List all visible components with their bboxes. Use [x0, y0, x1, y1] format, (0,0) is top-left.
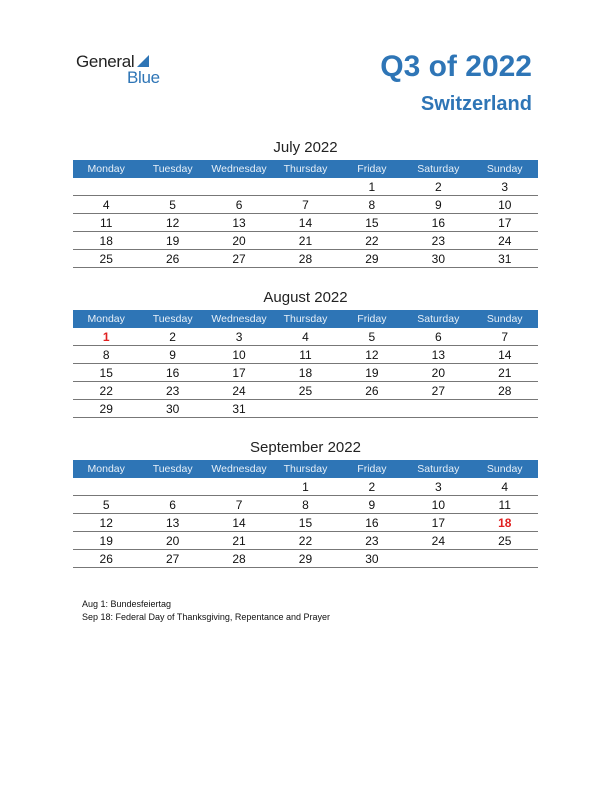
day-cell: 23 [431, 234, 445, 248]
day-cell: 27 [165, 552, 180, 566]
day-cell: 12 [165, 216, 180, 230]
day-cell: 31 [232, 402, 246, 416]
day-cell: 11 [498, 498, 511, 512]
logo-word-general: General [76, 52, 135, 71]
day-cell: 28 [232, 552, 246, 566]
month-title: July 2022 [273, 139, 338, 156]
day-cell: 22 [298, 534, 313, 548]
holiday-day-cell: 18 [498, 516, 512, 530]
day-cell: 19 [99, 534, 113, 548]
day-cell: 30 [365, 552, 379, 566]
day-cell: 12 [99, 516, 113, 530]
empty-day-cell [206, 478, 272, 495]
day-cell: 17 [232, 366, 246, 380]
day-cell: 5 [169, 198, 176, 212]
day-cell: 16 [431, 216, 445, 230]
day-cell: 27 [232, 252, 246, 266]
day-cell: 30 [431, 252, 445, 266]
day-cell: 1 [368, 180, 376, 194]
day-cell: 8 [368, 198, 376, 212]
day-cell: 28 [498, 384, 512, 398]
weekday-label: Wednesday [211, 313, 267, 325]
month-weeks [73, 178, 538, 268]
week-row [73, 232, 538, 250]
day-cell: 7 [501, 330, 509, 344]
weekday-header [73, 160, 538, 178]
day-cell: 27 [431, 384, 445, 398]
day-cell: 6 [434, 330, 442, 344]
weekday-label: Saturday [417, 313, 460, 325]
weekday-header [73, 310, 538, 328]
day-cell: 2 [368, 480, 376, 494]
month-title: August 2022 [263, 289, 348, 306]
day-cell: 29 [365, 252, 379, 266]
week-row [73, 514, 538, 532]
empty-day-cell [139, 178, 205, 195]
day-cell: 2 [169, 330, 176, 344]
week-row [73, 382, 538, 400]
weekday-label: Wednesday [211, 463, 267, 475]
weekday-label: Sunday [486, 163, 523, 175]
day-cell: 10 [232, 348, 246, 362]
day-cell: 4 [102, 198, 110, 212]
day-cell: 19 [365, 366, 379, 380]
weekday-label: Saturday [417, 463, 460, 475]
week-row [73, 178, 538, 196]
weekday-label: Monday [87, 313, 125, 325]
day-cell: 18 [298, 366, 313, 380]
weekday-label: Monday [87, 163, 125, 175]
day-cell: 23 [165, 384, 180, 398]
day-cell: 22 [99, 384, 113, 398]
day-cell: 17 [431, 516, 445, 530]
weekday-label: Thursday [283, 163, 328, 175]
empty-day-cell [339, 400, 405, 417]
day-cell: 9 [434, 198, 442, 212]
week-row [73, 346, 538, 364]
day-cell: 31 [498, 252, 512, 266]
day-cell: 20 [431, 366, 445, 380]
day-cell: 14 [232, 516, 246, 530]
day-cell: 9 [368, 498, 376, 512]
day-cell: 25 [498, 534, 512, 548]
day-cell: 1 [302, 480, 309, 494]
day-cell: 8 [102, 348, 110, 362]
country-title: Switzerland [420, 93, 532, 115]
day-cell: 20 [165, 534, 180, 548]
day-cell: 26 [365, 384, 379, 398]
logo-word-blue: Blue [127, 68, 160, 87]
empty-day-cell [472, 550, 538, 567]
day-cell: 26 [165, 252, 180, 266]
day-cell: 7 [302, 198, 309, 212]
weekday-label: Tuesday [152, 313, 193, 325]
day-cell: 4 [302, 330, 309, 344]
day-cell: 14 [498, 348, 512, 362]
week-row [73, 496, 538, 514]
logo-triangle-icon [135, 53, 151, 69]
empty-day-cell [405, 550, 471, 567]
day-cell: 3 [434, 480, 442, 494]
month-calendar-august [73, 288, 538, 418]
week-row [73, 478, 538, 496]
weekday-label: Friday [357, 463, 387, 475]
empty-day-cell [206, 178, 272, 195]
day-cell: 29 [99, 402, 113, 416]
day-cell: 11 [99, 216, 113, 230]
month-weeks [73, 328, 538, 418]
day-cell: 5 [368, 330, 376, 344]
day-cell: 3 [501, 180, 509, 194]
day-cell: 10 [498, 198, 512, 212]
day-cell: 16 [365, 516, 379, 530]
weekday-label: Sunday [486, 313, 523, 325]
day-cell: 21 [232, 534, 246, 548]
week-row [73, 550, 538, 568]
day-cell: 13 [431, 348, 445, 362]
weekday-label: Monday [87, 463, 125, 475]
day-cell: 22 [365, 234, 379, 248]
day-cell: 24 [498, 234, 512, 248]
weekday-label: Friday [357, 163, 387, 175]
day-cell: 24 [431, 534, 445, 548]
holiday-day-cell: 1 [102, 330, 110, 344]
month-calendar-september [73, 438, 538, 568]
month-weeks [73, 478, 538, 568]
week-row [73, 196, 538, 214]
month-title: September 2022 [250, 439, 361, 456]
weekday-label: Friday [357, 313, 387, 325]
day-cell: 16 [165, 366, 180, 380]
weekday-label: Saturday [417, 163, 460, 175]
week-row [73, 328, 538, 346]
day-cell: 2 [434, 180, 442, 194]
weekday-label: Wednesday [211, 163, 267, 175]
day-cell: 6 [235, 198, 243, 212]
logo [76, 52, 176, 88]
day-cell: 6 [169, 498, 176, 512]
day-cell: 13 [165, 516, 180, 530]
weekday-label: Sunday [486, 463, 523, 475]
day-cell: 24 [232, 384, 246, 398]
day-cell: 28 [298, 252, 313, 266]
holiday-note: Aug 1: Bundesfeiertag [82, 599, 172, 609]
week-row [73, 364, 538, 382]
day-cell: 7 [235, 498, 243, 512]
day-cell: 14 [298, 216, 313, 230]
day-cell: 25 [298, 384, 313, 398]
month-calendar-july [73, 138, 538, 268]
day-cell: 23 [365, 534, 379, 548]
day-cell: 21 [498, 366, 512, 380]
day-cell: 15 [99, 366, 113, 380]
day-cell: 25 [99, 252, 113, 266]
week-row [73, 400, 538, 418]
empty-day-cell [139, 478, 205, 495]
day-cell: 20 [232, 234, 246, 248]
empty-day-cell [73, 178, 139, 195]
empty-day-cell [272, 178, 338, 195]
day-cell: 21 [298, 234, 313, 248]
day-cell: 3 [235, 330, 243, 344]
day-cell: 8 [302, 498, 309, 512]
day-cell: 9 [169, 348, 176, 362]
weekday-label: Tuesday [152, 163, 193, 175]
week-row [73, 532, 538, 550]
weekday-label: Tuesday [152, 463, 193, 475]
day-cell: 15 [365, 216, 379, 230]
empty-day-cell [73, 478, 139, 495]
empty-day-cell [472, 400, 538, 417]
empty-day-cell [405, 400, 471, 417]
day-cell: 26 [99, 552, 113, 566]
weekday-header [73, 460, 538, 478]
empty-day-cell [272, 400, 338, 417]
day-cell: 11 [299, 348, 312, 362]
weekday-label: Thursday [283, 313, 328, 325]
weekday-label: Thursday [283, 463, 328, 475]
week-row [73, 214, 538, 232]
day-cell: 15 [298, 516, 313, 530]
day-cell: 29 [298, 552, 313, 566]
holiday-note: Sep 18: Federal Day of Thanksgiving, Repentance and Prayer [82, 612, 330, 622]
day-cell: 4 [501, 480, 509, 494]
day-cell: 18 [99, 234, 113, 248]
day-cell: 5 [102, 498, 110, 512]
day-cell: 13 [232, 216, 246, 230]
day-cell: 12 [365, 348, 379, 362]
day-cell: 10 [431, 498, 445, 512]
day-cell: 30 [165, 402, 180, 416]
week-row [73, 250, 538, 268]
holiday-notes [82, 598, 330, 624]
day-cell: 17 [498, 216, 512, 230]
day-cell: 19 [165, 234, 180, 248]
quarter-title: Q3 of 2022 [380, 50, 532, 83]
